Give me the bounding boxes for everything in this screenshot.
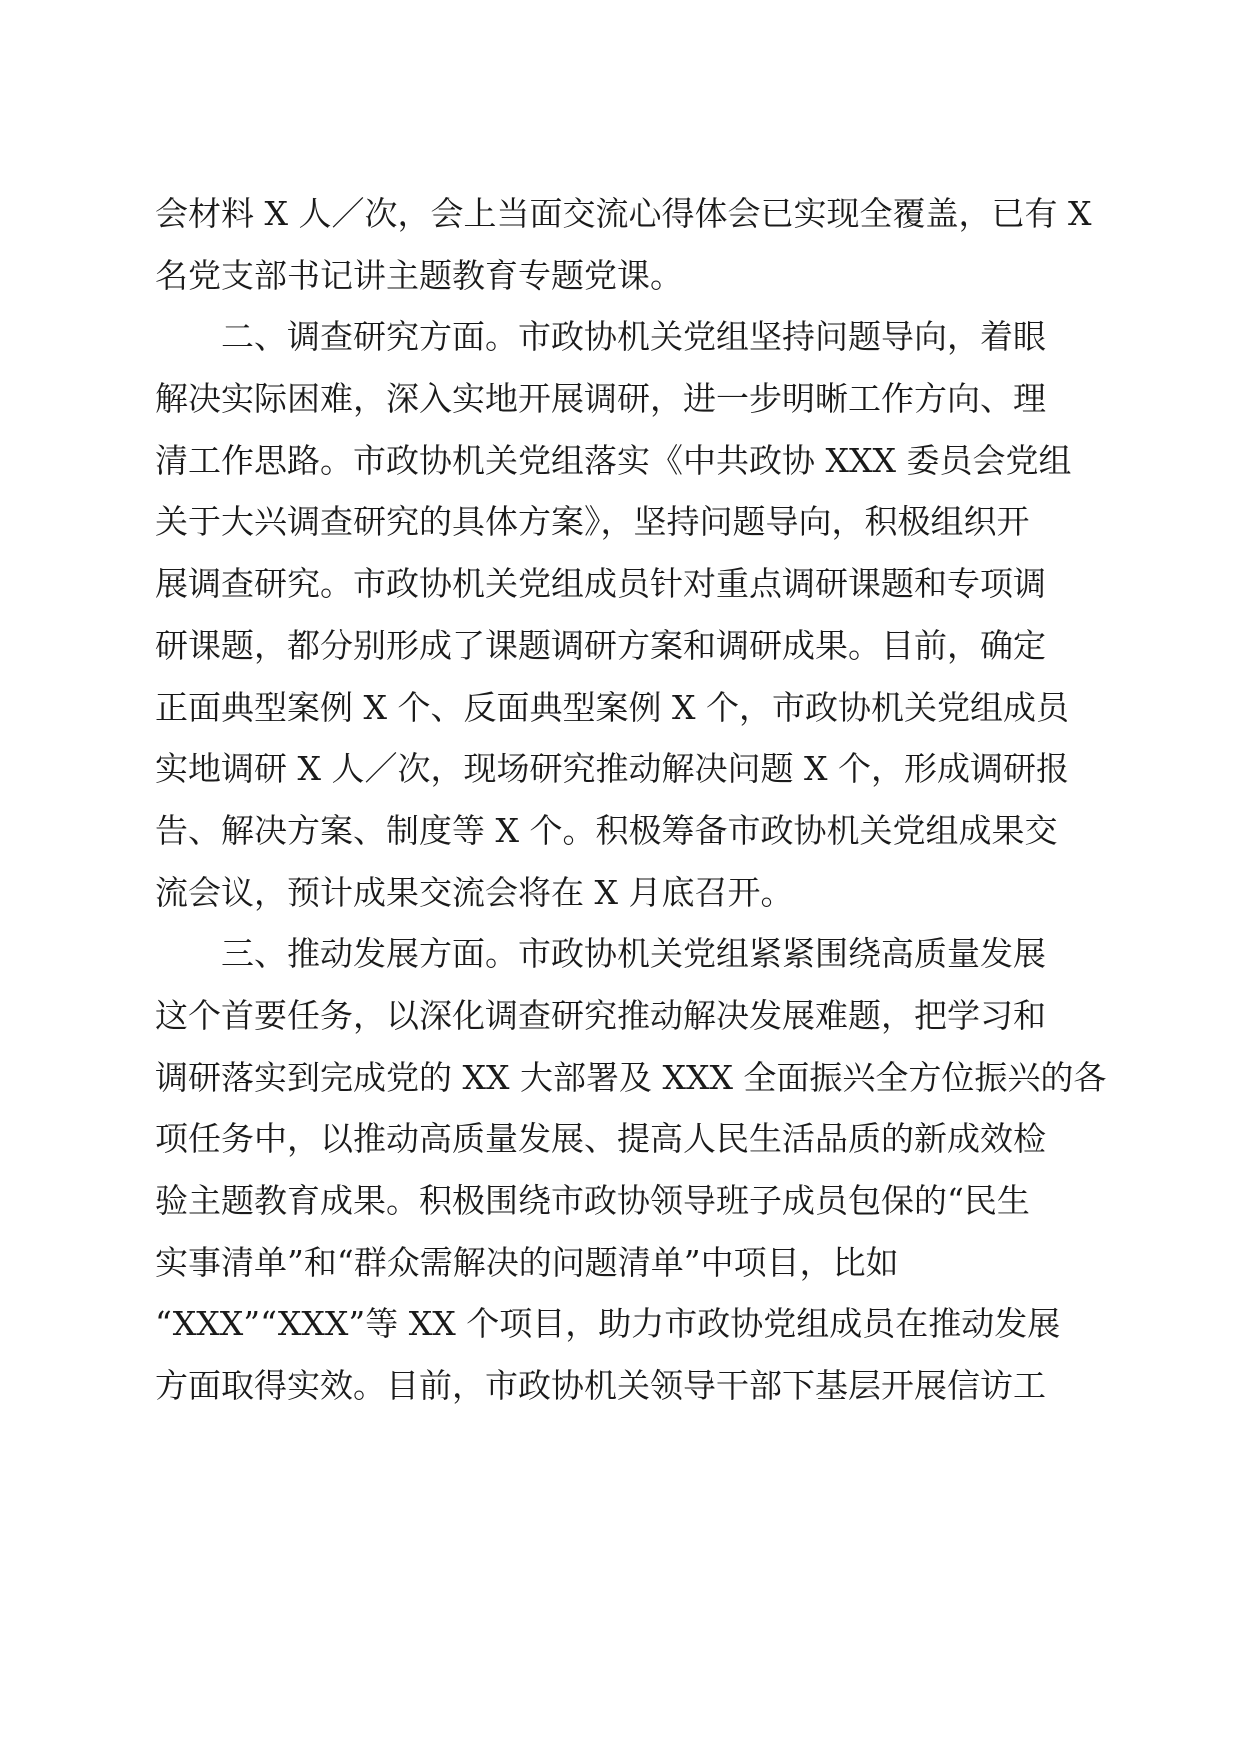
text-line: 展调查研究。市政协机关党组成员针对重点调研课题和专项调: [155, 564, 1046, 604]
document-body: [155, 183, 1107, 1417]
text-line: 正面典型案例 X 个、反面典型案例 X 个，市政协机关党组成员: [155, 687, 1069, 727]
text-line: “XXX”“XXX”等 XX 个项目，助力市政协党组成员在推动发展: [155, 1304, 1061, 1344]
text-line: 流会议，预计成果交流会将在 X 月底召开。: [155, 872, 794, 912]
section-two-heading-line: 二、调查研究方面。市政协机关党组坚持问题导向，着眼: [221, 317, 1046, 357]
text-line: 这个首要任务，以深化调查研究推动解决发展难题，把学习和: [155, 995, 1046, 1035]
text-line: 方面取得实效。目前，市政协机关领导干部下基层开展信访工: [155, 1366, 1046, 1406]
section-three-heading-line: 三、推动发展方面。市政协机关党组紧紧围绕高质量发展: [221, 934, 1046, 974]
text-line: 关于大兴调查研究的具体方案》，坚持问题导向，积极组织开: [155, 502, 1030, 542]
text-line: 解决实际困难，深入实地开展调研，进一步明晰工作方向、理: [155, 379, 1046, 419]
text-line: 名党支部书记讲主题教育专题党课。: [155, 255, 683, 295]
text-line: 实地调研 X 人／次，现场研究推动解决问题 X 个，形成调研报: [155, 749, 1069, 789]
text-line: 告、解决方案、制度等 X 个。积极筹备市政协机关党组成果交: [155, 810, 1058, 850]
text-line: 会材料 X 人／次，会上当面交流心得体会已实现全覆盖，已有 X: [155, 194, 1092, 233]
text-line: 项任务中，以推动高质量发展、提高人民生活品质的新成效检: [155, 1119, 1046, 1159]
text-line: 调研落实到完成党的 XX 大部署及 XXX 全面振兴全方位振兴的各: [155, 1057, 1107, 1097]
text-line: 研课题，都分别形成了课题调研方案和调研成果。目前，确定: [155, 625, 1046, 665]
text-line: 清工作思路。市政协机关党组落实《中共政协 XXX 委员会党组: [155, 440, 1072, 480]
text-line: 实事清单”和“群众需解决的问题清单”中项目，比如: [155, 1242, 899, 1282]
text-line: 验主题教育成果。积极围绕市政协领导班子成员包保的“民生: [155, 1181, 1030, 1220]
